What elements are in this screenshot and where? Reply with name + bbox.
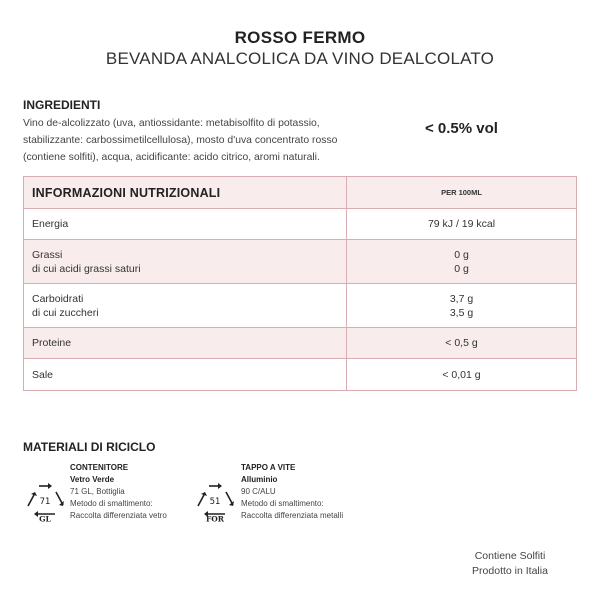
recycling-item-material: Alluminio	[241, 475, 278, 484]
recycling-code: FOR	[205, 514, 225, 522]
footer-notes	[440, 549, 580, 579]
table-row	[24, 284, 577, 328]
nutrient-label: Proteine	[32, 337, 72, 349]
nutrition-header-label: INFORMAZIONI NUTRIZIONALI	[24, 177, 347, 209]
recycling-method-label: Metodo di smaltimento:	[241, 499, 324, 508]
alcohol-content: < 0.5% vol	[425, 120, 498, 137]
recycling-item-title: TAPPO A VITE	[241, 463, 296, 472]
recycling-triangle-icon	[193, 478, 237, 522]
recycling-item-code: 90 C/ALU	[241, 487, 276, 496]
ingredients-heading: INGREDIENTI	[23, 98, 101, 112]
nutrient-label: Carboidrati	[32, 292, 84, 305]
table-row	[24, 328, 577, 359]
recycling-method: Raccolta differenziata vetro	[70, 511, 167, 520]
nutrient-label: Grassi	[32, 248, 63, 261]
recycling-item-cap	[241, 462, 343, 522]
product-subtitle: BEVANDA ANALCOLICA DA VINO DEALCOLATO	[105, 49, 495, 68]
nutrient-subvalue: 0 g	[454, 262, 469, 275]
ingredients-line: (contiene solfiti), acqua, acidificante: acido citrico, aromi naturali.	[23, 152, 320, 163]
nutrient-sublabel: di cui acidi grassi saturi	[32, 262, 141, 275]
ingredients-text	[23, 115, 368, 166]
table-row	[24, 359, 577, 391]
recycling-item-container	[70, 462, 167, 522]
table-row	[24, 240, 577, 284]
recycling-number: 71	[39, 497, 51, 507]
nutrition-header-unit: PER 100ML	[347, 177, 577, 209]
recycling-code: GL	[39, 514, 51, 522]
nutrient-label: Sale	[32, 368, 54, 381]
recycling-heading: MATERIALI DI RICICLO	[23, 440, 156, 454]
nutrient-value: 3,7 g	[449, 292, 474, 305]
ingredients-line: stabilizzante: carbossimetilcellulosa), mosto d'uva concentrato rosso	[23, 135, 338, 146]
recycling-method: Raccolta differenziata metalli	[241, 511, 344, 520]
nutrient-sublabel: di cui zuccheri	[32, 306, 99, 319]
recycling-triangle-icon	[23, 478, 67, 522]
nutrient-subvalue: 3,5 g	[449, 306, 474, 319]
nutrient-value: < 0,5 g	[445, 337, 478, 349]
nutrient-value: < 0,01 g	[442, 368, 481, 381]
nutrition-header-row	[24, 177, 577, 209]
product-title: ROSSO FERMO	[234, 28, 366, 47]
ingredients-line: Vino de-alcolizzato (uva, antiossidante: metabisolfito di potassio,	[23, 118, 320, 129]
sulfites-note: Contiene Solfiti	[474, 550, 546, 562]
recycling-item-material: Vetro Verde	[70, 475, 115, 484]
recycling-method-label: Metodo di smaltimento:	[70, 499, 153, 508]
recycling-item-title: CONTENITORE	[70, 463, 129, 472]
table-row	[24, 209, 577, 240]
origin-note: Prodotto in Italia	[472, 565, 548, 577]
nutrient-value: 0 g	[454, 248, 469, 261]
recycling-number: 51	[209, 497, 221, 507]
nutrient-value: 79 kJ / 19 kcal	[427, 218, 496, 230]
nutrition-table	[23, 176, 577, 391]
recycling-item-code: 71 GL, Bottiglia	[70, 487, 125, 496]
nutrient-label: Energia	[32, 218, 69, 230]
